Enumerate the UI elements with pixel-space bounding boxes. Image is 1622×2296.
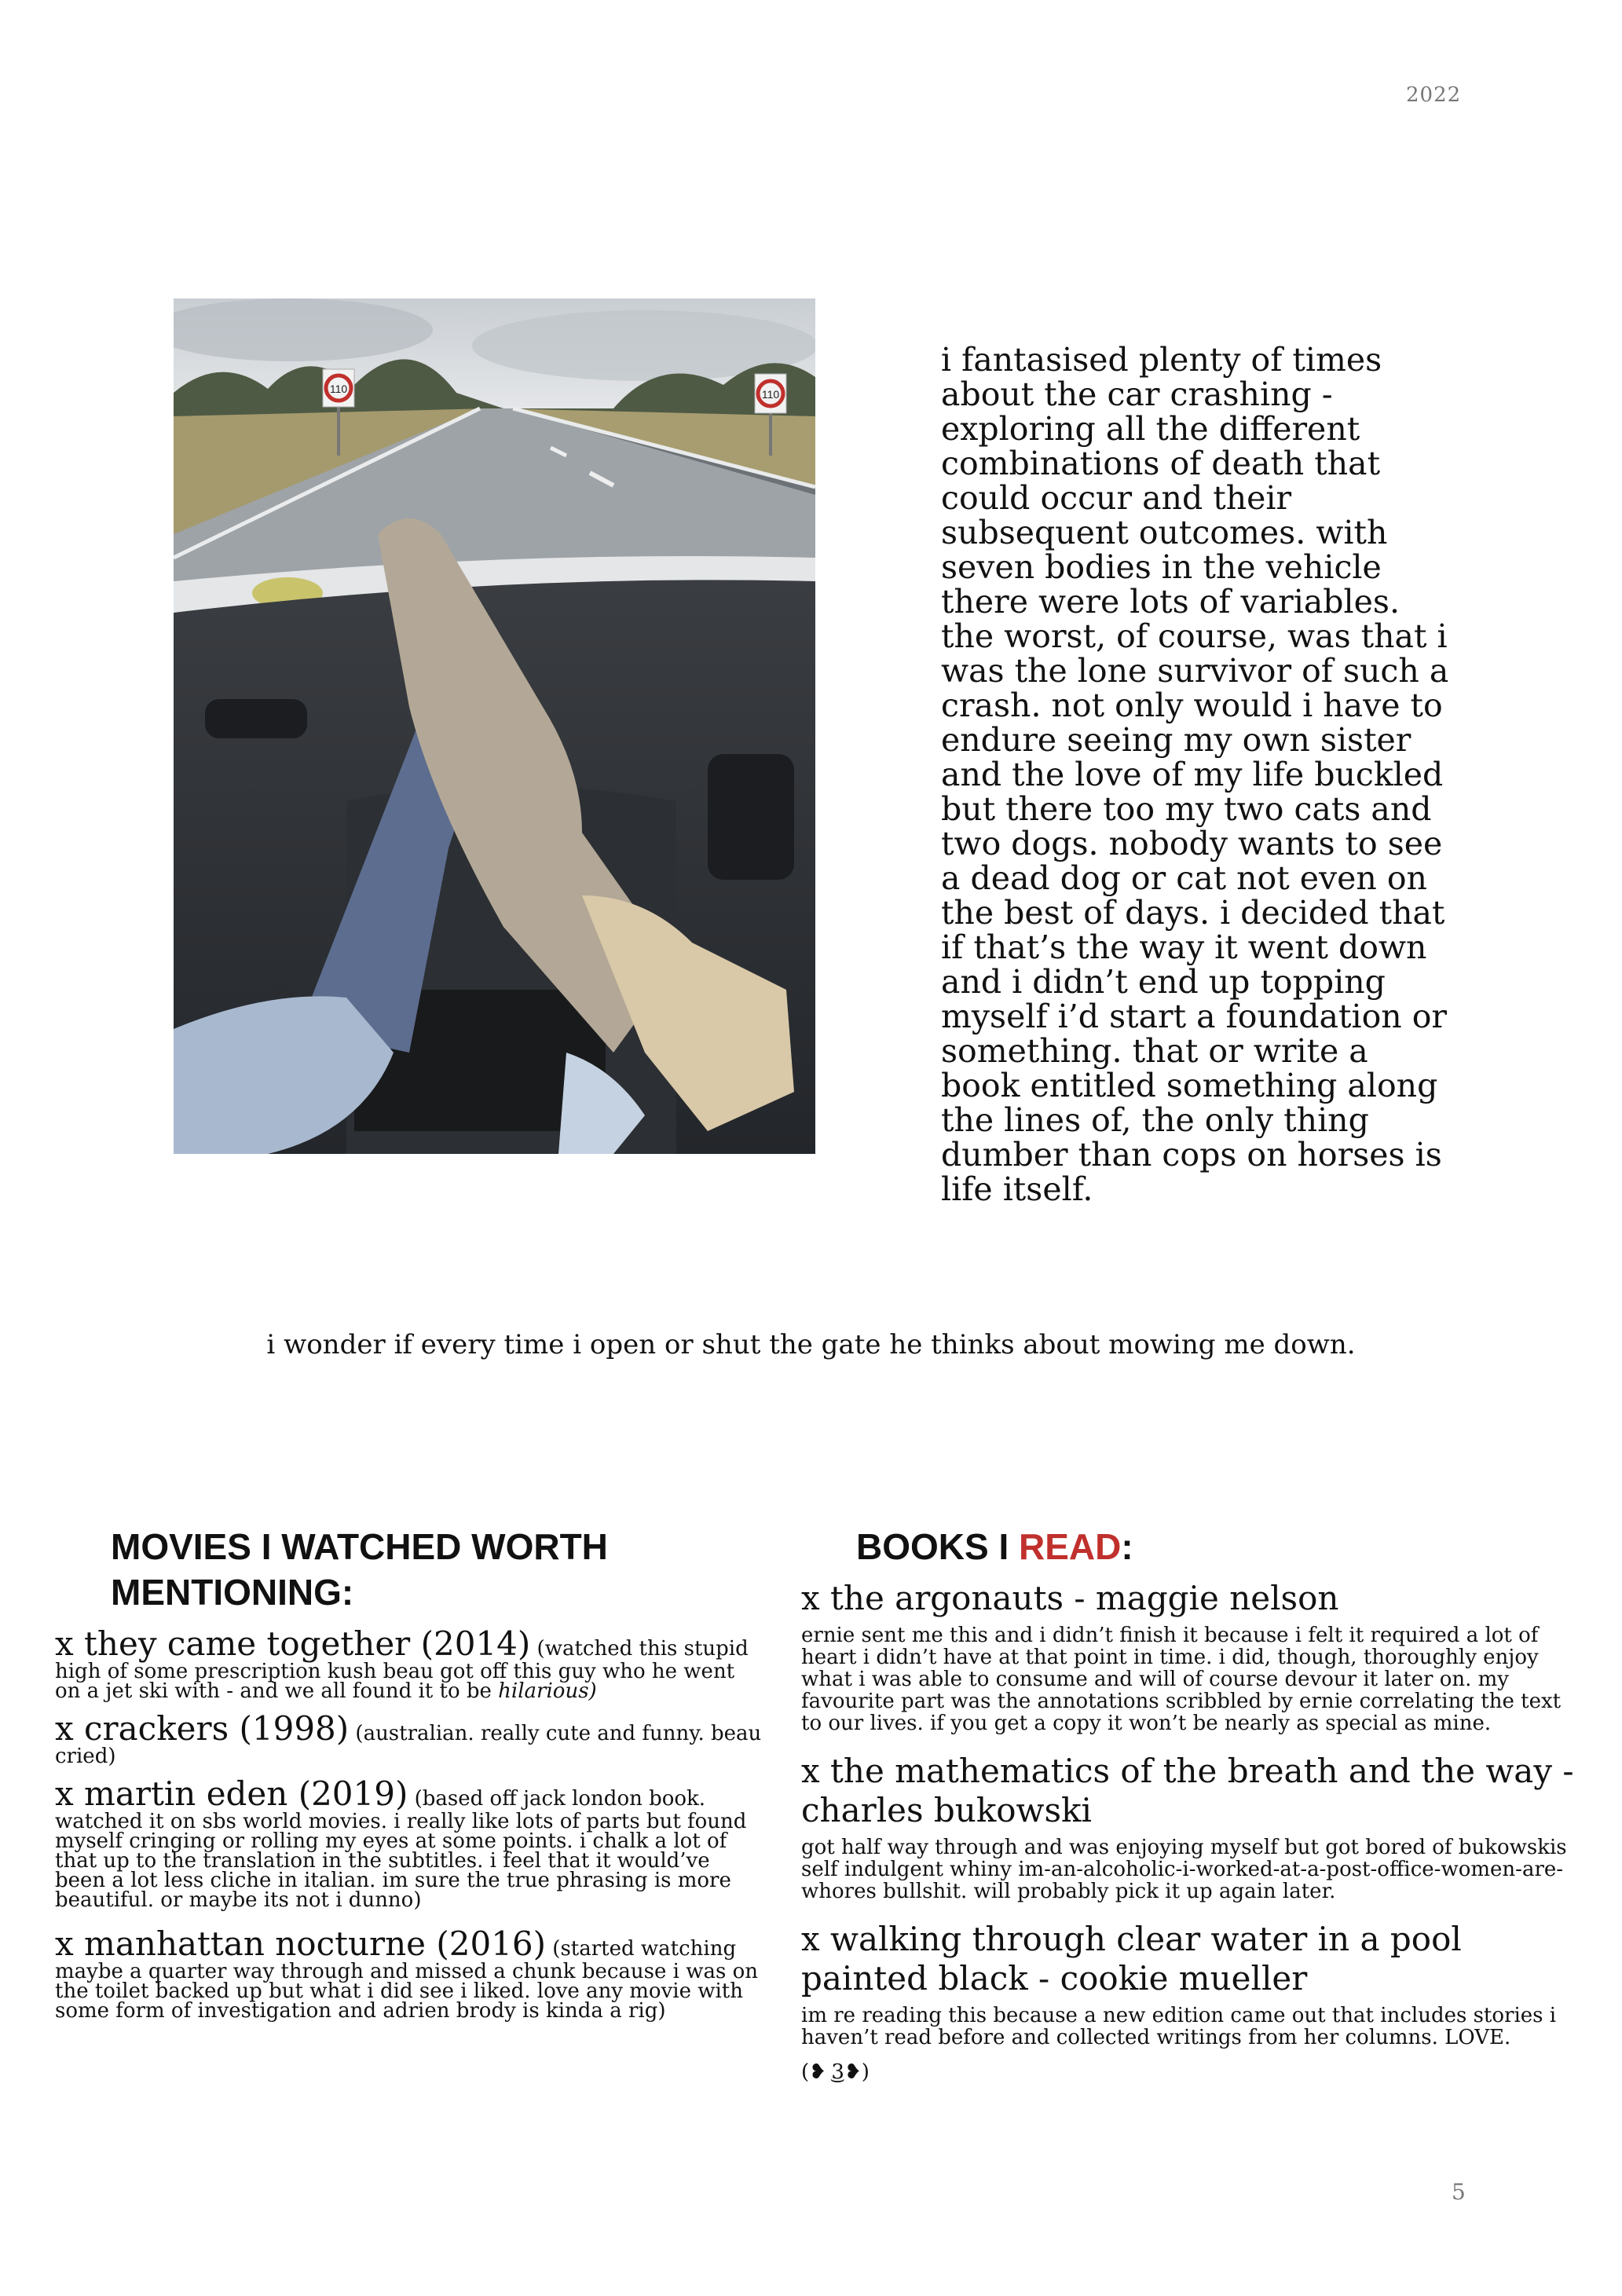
book-title: x the mathematics of the breath and the way - charles bukowski (801, 1752, 1574, 1829)
movie-note-italic: hilarious) (498, 1679, 597, 1703)
movie-note: (australian. really cute and funny. beau cried) (55, 1722, 762, 1768)
movie-entry (55, 1776, 762, 1910)
movie-entry (55, 1711, 762, 1767)
movies-list (55, 1626, 762, 2031)
movie-entry (55, 1926, 762, 2021)
quote-line: i wonder if every time i open or shut the gate he thinks about mowing me down. (266, 1329, 1356, 1360)
movie-note: (based off jack london book. watched it on sbs world movies. i really like lots of parts but found myself cringing or rolling my eyes at some points. i chalk a lot of that up to the translation in the subtitles. i feel that it would’ve been a lot less cliche in italian. im sure the true phrasing is more beautiful. or maybe its not i dunno) (55, 1787, 747, 1912)
movie-title: x manhattan nocturne (2016) (55, 1924, 547, 1963)
year-label: 2022 (1406, 83, 1462, 107)
books-heading (856, 1524, 1406, 1569)
road-trip-photo (174, 298, 815, 1154)
books-heading-suffix: : (1121, 1526, 1133, 1567)
road-trip-illustration (174, 298, 815, 1154)
movie-entry (55, 1626, 762, 1701)
book-title: x the argonauts - maggie nelson (801, 1579, 1339, 1617)
book-title: x walking through clear water in a pool painted black - cookie mueller (801, 1920, 1462, 1998)
book-note: im re reading this because a new edition came out that includes stories i haven’t read before and collected writings from her columns. LOVE. (801, 2004, 1557, 2049)
books-heading-accent: READ (1019, 1526, 1122, 1567)
heart-emoticon: (❥ ͜3❥) (801, 2060, 870, 2084)
books-list (801, 1579, 1587, 2083)
essay-paragraph: i fantasised plenty of times about the car crashing - exploring all the different combinations of death that could occur and their subsequent outcomes. with seven bodies in the vehicle there were lots of variables. the worst, of course, was that i was the lone survivor of such a crash. not only would i have to endure seeing my own sister and the love of my life buckled but there too my two cats and two dogs. nobody wants to see a dead dog or cat not even on the best of days. i decided that if that’s the way it went down and i didn’t end up topping myself i’d start a foundation or something. that or write a book entitled something along the lines of, the only thing dumber than cops on horses is life itself. (941, 341, 1449, 1208)
movie-title: x martin eden (2019) (55, 1774, 408, 1813)
movie-title: x crackers (1998) (55, 1709, 350, 1748)
books-heading-prefix: BOOKS I (856, 1526, 1020, 1567)
movie-title: x they came together (2014) (55, 1624, 531, 1663)
movie-note: (started watching maybe a quarter way through and missed a chunk because i was on the toilet backed up but what i did see i liked. love any movie with some form of investigation and adrien brody is kinda a rig) (55, 1937, 758, 2023)
book-note: ernie sent me this and i didn’t finish it because i felt it required a lot of heart i didn’t have at that point in time. i did, though, thoroughly enjoy what i was able to consume and will of course devour it later on. my favourite part was the annotations scribbled by ernie correlating the text to our lives. if you get a copy it won’t be nearly as special as mine. (801, 1624, 1562, 1735)
book-note: got half way through and was enjoying myself but got bored of bukowskis self indulgent whiny im-an-alcoholic-i-worked-at-a-post-office-women-are-whores bullshit. will probably pick it up again later. (801, 1836, 1567, 1903)
sign-left-number: 110 (329, 383, 348, 395)
movie-note: (watched this stupid high of some prescription kush beau got off this guy who he went on a jet ski with - and we all found it to be (55, 1637, 749, 1703)
page-number: 5 (1452, 2179, 1466, 2205)
sign-right-number: 110 (761, 388, 780, 401)
movies-heading: MOVIES I WATCHED WORTH MENTIONING: (111, 1526, 608, 1613)
